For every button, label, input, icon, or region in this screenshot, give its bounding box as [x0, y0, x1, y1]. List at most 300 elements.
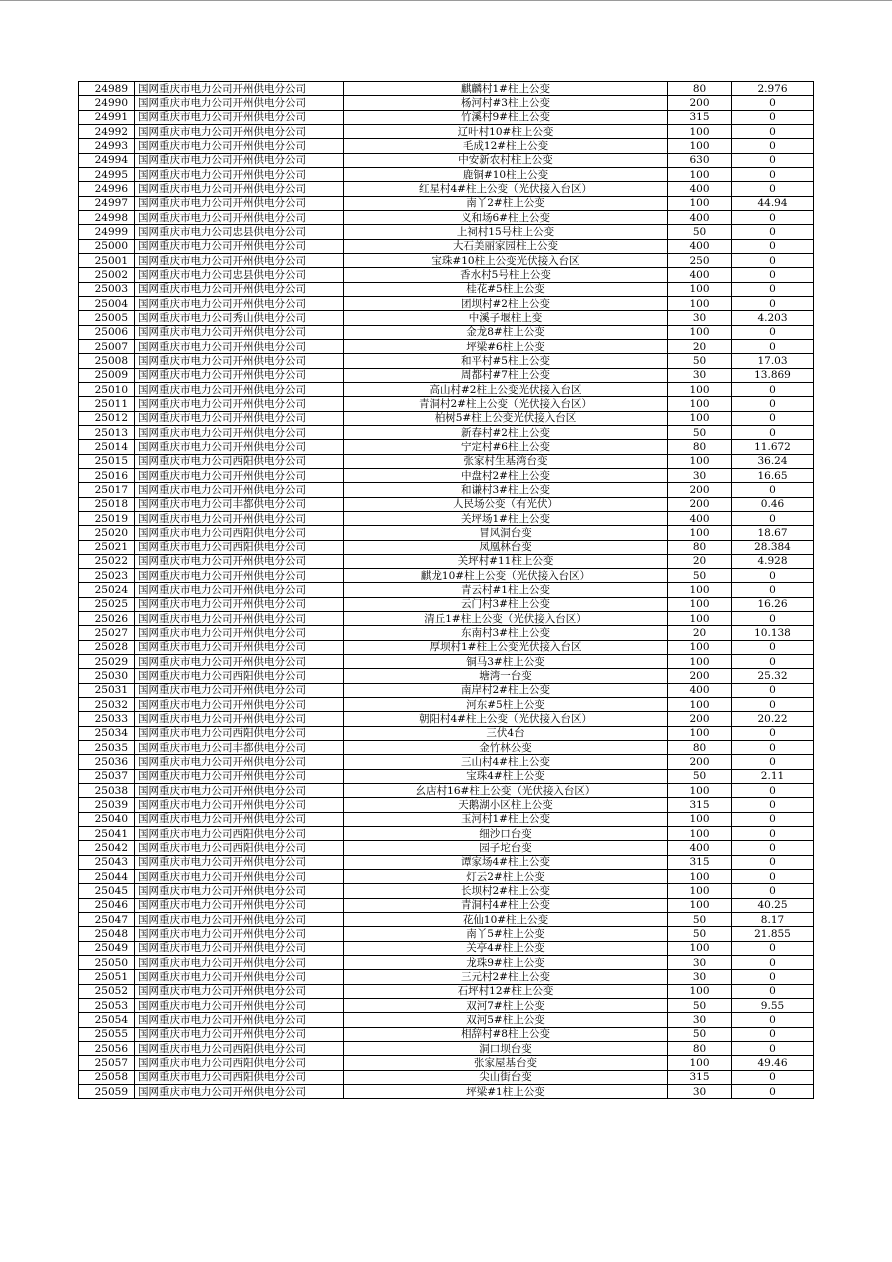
value-cell: 0: [732, 282, 814, 296]
company-cell: 国网重庆市电力公司开州供电分公司: [135, 1027, 344, 1041]
record-id-cell: 24995: [79, 167, 135, 181]
value-cell: 16.65: [732, 468, 814, 482]
transformer-name-cell: 宁定村#6柱上公变: [344, 440, 668, 454]
record-id-cell: 25051: [79, 970, 135, 984]
capacity-cell: 315: [668, 798, 732, 812]
company-cell: 国网重庆市电力公司开州供电分公司: [135, 583, 344, 597]
record-id-cell: 25013: [79, 425, 135, 439]
table-row: [79, 483, 814, 497]
table-row: [79, 956, 814, 970]
value-cell: 0: [732, 698, 814, 712]
table-row: [79, 784, 814, 798]
record-id-cell: 25038: [79, 784, 135, 798]
table-row: [79, 597, 814, 611]
record-id-cell: 25027: [79, 626, 135, 640]
value-cell: 18.67: [732, 526, 814, 540]
capacity-cell: 400: [668, 210, 732, 224]
transformer-name-cell: 鹿铜#10柱上公变: [344, 167, 668, 181]
table-row: [79, 153, 814, 167]
company-cell: 国网重庆市电力公司开州供电分公司: [135, 96, 344, 110]
transformer-name-cell: 张家村生基湾台变: [344, 454, 668, 468]
transformer-name-cell: 上祠村15号柱上公变: [344, 225, 668, 239]
table-row: [79, 440, 814, 454]
table-row: [79, 497, 814, 511]
transformer-name-cell: 中溪子堰柱上变: [344, 311, 668, 325]
value-cell: 0: [732, 655, 814, 669]
table-row: [79, 769, 814, 783]
capacity-cell: 30: [668, 956, 732, 970]
value-cell: 20.22: [732, 712, 814, 726]
value-cell: 0: [732, 640, 814, 654]
transformer-name-cell: 宝珠#10柱上公变光伏接入台区: [344, 253, 668, 267]
value-cell: 0: [732, 741, 814, 755]
value-cell: 0: [732, 397, 814, 411]
company-cell: 国网重庆市电力公司开州供电分公司: [135, 282, 344, 296]
table-row: [79, 268, 814, 282]
company-cell: 国网重庆市电力公司开州供电分公司: [135, 82, 344, 96]
table-row: [79, 468, 814, 482]
record-id-cell: 25014: [79, 440, 135, 454]
table-row: [79, 798, 814, 812]
capacity-cell: 100: [668, 597, 732, 611]
value-cell: 4.203: [732, 311, 814, 325]
value-cell: 0: [732, 210, 814, 224]
record-id-cell: 25056: [79, 1041, 135, 1055]
record-id-cell: 25040: [79, 812, 135, 826]
value-cell: 0: [732, 124, 814, 138]
table-row: [79, 182, 814, 196]
company-cell: 国网重庆市电力公司开州供电分公司: [135, 655, 344, 669]
table-row: [79, 354, 814, 368]
transformer-name-cell: 青洞村4#柱上公变: [344, 898, 668, 912]
company-cell: 国网重庆市电力公司开州供电分公司: [135, 956, 344, 970]
company-cell: 国网重庆市电力公司开州供电分公司: [135, 970, 344, 984]
value-cell: 4.928: [732, 554, 814, 568]
capacity-cell: 100: [668, 812, 732, 826]
transformer-name-cell: 东南村3#柱上公变: [344, 626, 668, 640]
table-row: [79, 139, 814, 153]
capacity-cell: 20: [668, 626, 732, 640]
capacity-cell: 200: [668, 712, 732, 726]
capacity-cell: 100: [668, 139, 732, 153]
capacity-cell: 80: [668, 540, 732, 554]
company-cell: 国网重庆市电力公司西阳供电分公司: [135, 540, 344, 554]
company-cell: 国网重庆市电力公司开州供电分公司: [135, 196, 344, 210]
capacity-cell: 30: [668, 970, 732, 984]
record-id-cell: 25030: [79, 669, 135, 683]
company-cell: 国网重庆市电力公司开州供电分公司: [135, 855, 344, 869]
record-id-cell: 25001: [79, 253, 135, 267]
transformer-name-cell: 人民场公变（有光伏）: [344, 497, 668, 511]
company-cell: 国网重庆市电力公司开州供电分公司: [135, 769, 344, 783]
value-cell: 0: [732, 884, 814, 898]
company-cell: 国网重庆市电力公司开州供电分公司: [135, 382, 344, 396]
value-cell: 44.94: [732, 196, 814, 210]
capacity-cell: 100: [668, 382, 732, 396]
table-row: [79, 96, 814, 110]
table-row: [79, 397, 814, 411]
capacity-cell: 100: [668, 784, 732, 798]
transformer-name-cell: 大石美丽家园柱上公变: [344, 239, 668, 253]
record-id-cell: 25018: [79, 497, 135, 511]
company-cell: 国网重庆市电力公司开州供电分公司: [135, 124, 344, 138]
table-row: [79, 210, 814, 224]
company-cell: 国网重庆市电力公司开州供电分公司: [135, 941, 344, 955]
transformer-name-cell: 和平村#5柱上公变: [344, 354, 668, 368]
table-row: [79, 841, 814, 855]
value-cell: 2.11: [732, 769, 814, 783]
transformer-name-cell: 龙珠9#柱上公变: [344, 956, 668, 970]
transformer-name-cell: 凤凰林台变: [344, 540, 668, 554]
value-cell: 13.869: [732, 368, 814, 382]
table-row: [79, 698, 814, 712]
company-cell: 国网重庆市电力公司开州供电分公司: [135, 239, 344, 253]
capacity-cell: 30: [668, 468, 732, 482]
capacity-cell: 315: [668, 110, 732, 124]
value-cell: 16.26: [732, 597, 814, 611]
table-body: [79, 82, 814, 1099]
company-cell: 国网重庆市电力公司开州供电分公司: [135, 511, 344, 525]
company-cell: 国网重庆市电力公司开州供电分公司: [135, 569, 344, 583]
capacity-cell: 250: [668, 253, 732, 267]
table-row: [79, 196, 814, 210]
transformer-name-cell: 麒麟村1#柱上公变: [344, 82, 668, 96]
value-cell: 49.46: [732, 1056, 814, 1070]
company-cell: 国网重庆市电力公司开州供电分公司: [135, 612, 344, 626]
capacity-cell: 100: [668, 296, 732, 310]
value-cell: 0: [732, 984, 814, 998]
table-row: [79, 1070, 814, 1084]
table-row: [79, 368, 814, 382]
transformer-name-cell: 灯云2#柱上公变: [344, 870, 668, 884]
transformer-name-cell: 尖山街台变: [344, 1070, 668, 1084]
record-id-cell: 25017: [79, 483, 135, 497]
capacity-cell: 200: [668, 669, 732, 683]
transformer-name-cell: 朝阳村4#柱上公变（光伏接入台区）: [344, 712, 668, 726]
capacity-cell: 20: [668, 554, 732, 568]
record-id-cell: 24994: [79, 153, 135, 167]
transformer-name-cell: 南丫5#柱上公变: [344, 927, 668, 941]
company-cell: 国网重庆市电力公司开州供电分公司: [135, 1013, 344, 1027]
capacity-cell: 50: [668, 913, 732, 927]
record-id-cell: 25011: [79, 397, 135, 411]
table-row: [79, 253, 814, 267]
transformer-name-cell: 河东#5柱上公变: [344, 698, 668, 712]
table-row: [79, 812, 814, 826]
transformer-name-cell: 幺店村16#柱上公变（光伏接入台区）: [344, 784, 668, 798]
capacity-cell: 100: [668, 612, 732, 626]
value-cell: 0: [732, 683, 814, 697]
transformer-name-cell: 三山村4#柱上公变: [344, 755, 668, 769]
record-id-cell: 25024: [79, 583, 135, 597]
record-id-cell: 24998: [79, 210, 135, 224]
transformer-name-cell: 香水村5号柱上公变: [344, 268, 668, 282]
value-cell: 0: [732, 253, 814, 267]
transformer-name-cell: 谭家场4#柱上公变: [344, 855, 668, 869]
table-row: [79, 1084, 814, 1098]
table-row: [79, 855, 814, 869]
value-cell: 0: [732, 784, 814, 798]
transformer-name-cell: 园子坨台变: [344, 841, 668, 855]
table-row: [79, 984, 814, 998]
table-row: [79, 712, 814, 726]
company-cell: 国网重庆市电力公司开州供电分公司: [135, 468, 344, 482]
transformer-name-cell: 红星村4#柱上公变（光伏接入台区）: [344, 182, 668, 196]
company-cell: 国网重庆市电力公司开州供电分公司: [135, 253, 344, 267]
capacity-cell: 50: [668, 354, 732, 368]
company-cell: 国网重庆市电力公司开州供电分公司: [135, 411, 344, 425]
value-cell: 0: [732, 569, 814, 583]
record-id-cell: 25012: [79, 411, 135, 425]
value-cell: 0: [732, 268, 814, 282]
transformer-name-cell: 关坪场1#柱上公变: [344, 511, 668, 525]
value-cell: 0: [732, 511, 814, 525]
value-cell: 0: [732, 296, 814, 310]
capacity-cell: 200: [668, 497, 732, 511]
value-cell: 0: [732, 325, 814, 339]
capacity-cell: 30: [668, 1084, 732, 1098]
transformer-name-cell: 青云村#1柱上公变: [344, 583, 668, 597]
record-id-cell: 25021: [79, 540, 135, 554]
transformer-name-cell: 中盘村2#柱上公变: [344, 468, 668, 482]
table-row: [79, 927, 814, 941]
table-row: [79, 311, 814, 325]
company-cell: 国网重庆市电力公司西阳供电分公司: [135, 454, 344, 468]
value-cell: 25.32: [732, 669, 814, 683]
capacity-cell: 100: [668, 325, 732, 339]
company-cell: 国网重庆市电力公司西阳供电分公司: [135, 726, 344, 740]
company-cell: 国网重庆市电力公司开州供电分公司: [135, 153, 344, 167]
record-id-cell: 24999: [79, 225, 135, 239]
value-cell: 9.55: [732, 999, 814, 1013]
transformer-name-cell: 细沙口台变: [344, 827, 668, 841]
record-id-cell: 25037: [79, 769, 135, 783]
value-cell: 0: [732, 612, 814, 626]
table-row: [79, 898, 814, 912]
capacity-cell: 100: [668, 397, 732, 411]
capacity-cell: 200: [668, 483, 732, 497]
record-id-cell: 25042: [79, 841, 135, 855]
value-cell: 0: [732, 798, 814, 812]
record-id-cell: 25029: [79, 655, 135, 669]
table-row: [79, 1056, 814, 1070]
transformer-name-cell: 花仙10#柱上公变: [344, 913, 668, 927]
transformer-name-cell: 柏树5#柱上公变光伏接入台区: [344, 411, 668, 425]
capacity-cell: 100: [668, 124, 732, 138]
company-cell: 国网重庆市电力公司开州供电分公司: [135, 339, 344, 353]
table-row: [79, 683, 814, 697]
table-row: [79, 526, 814, 540]
table-row: [79, 82, 814, 96]
value-cell: 0: [732, 941, 814, 955]
value-cell: 0: [732, 855, 814, 869]
transformer-name-cell: 金竹林公变: [344, 741, 668, 755]
value-cell: 36.24: [732, 454, 814, 468]
company-cell: 国网重庆市电力公司开州供电分公司: [135, 397, 344, 411]
value-cell: 0: [732, 1041, 814, 1055]
transformer-name-cell: 南岸村2#柱上公变: [344, 683, 668, 697]
capacity-cell: 400: [668, 683, 732, 697]
table-row: [79, 884, 814, 898]
record-id-cell: 25028: [79, 640, 135, 654]
value-cell: 0: [732, 483, 814, 497]
company-cell: 国网重庆市电力公司开州供电分公司: [135, 913, 344, 927]
table-row: [79, 669, 814, 683]
record-id-cell: 25031: [79, 683, 135, 697]
record-id-cell: 24997: [79, 196, 135, 210]
capacity-cell: 100: [668, 884, 732, 898]
company-cell: 国网重庆市电力公司开州供电分公司: [135, 167, 344, 181]
record-id-cell: 25022: [79, 554, 135, 568]
capacity-cell: 100: [668, 411, 732, 425]
transformer-name-cell: 张家屋基台变: [344, 1056, 668, 1070]
transformer-name-cell: 塘湾一台变: [344, 669, 668, 683]
capacity-cell: 50: [668, 569, 732, 583]
capacity-cell: 20: [668, 339, 732, 353]
company-cell: 国网重庆市电力公司开州供电分公司: [135, 296, 344, 310]
record-id-cell: 25007: [79, 339, 135, 353]
record-id-cell: 25053: [79, 999, 135, 1013]
company-cell: 国网重庆市电力公司开州供电分公司: [135, 210, 344, 224]
capacity-cell: 100: [668, 196, 732, 210]
transformer-name-cell: 中安新农村柱上公变: [344, 153, 668, 167]
table-row: [79, 325, 814, 339]
company-cell: 国网重庆市电力公司西阳供电分公司: [135, 669, 344, 683]
record-id-cell: 25045: [79, 884, 135, 898]
table-row: [79, 554, 814, 568]
capacity-cell: 200: [668, 755, 732, 769]
table-row: [79, 167, 814, 181]
value-cell: 0: [732, 583, 814, 597]
company-cell: 国网重庆市电力公司开州供电分公司: [135, 483, 344, 497]
capacity-cell: 50: [668, 225, 732, 239]
value-cell: 0.46: [732, 497, 814, 511]
record-id-cell: 25025: [79, 597, 135, 611]
record-id-cell: 24989: [79, 82, 135, 96]
capacity-cell: 50: [668, 927, 732, 941]
capacity-cell: 100: [668, 870, 732, 884]
transformer-name-cell: 坪梁#6柱上公变: [344, 339, 668, 353]
value-cell: 0: [732, 110, 814, 124]
value-cell: 0: [732, 956, 814, 970]
company-cell: 国网重庆市电力公司开州供电分公司: [135, 354, 344, 368]
transformer-name-cell: 玉河村1#柱上公变: [344, 812, 668, 826]
company-cell: 国网重庆市电力公司开州供电分公司: [135, 640, 344, 654]
table-row: [79, 941, 814, 955]
table-row: [79, 339, 814, 353]
record-id-cell: 25020: [79, 526, 135, 540]
transformer-name-cell: 辽叶村10#柱上公变: [344, 124, 668, 138]
value-cell: 0: [732, 96, 814, 110]
transformer-name-cell: 关亭4#柱上公变: [344, 941, 668, 955]
capacity-cell: 100: [668, 282, 732, 296]
value-cell: 0: [732, 726, 814, 740]
capacity-cell: 400: [668, 841, 732, 855]
record-id-cell: 25059: [79, 1084, 135, 1098]
capacity-cell: 315: [668, 855, 732, 869]
company-cell: 国网重庆市电力公司西阳供电分公司: [135, 841, 344, 855]
capacity-cell: 50: [668, 769, 732, 783]
table-row: [79, 382, 814, 396]
record-id-cell: 25015: [79, 454, 135, 468]
value-cell: 0: [732, 167, 814, 181]
transformer-name-cell: 清丘1#柱上公变（光伏接入台区）: [344, 612, 668, 626]
table-row: [79, 239, 814, 253]
capacity-cell: 80: [668, 440, 732, 454]
company-cell: 国网重庆市电力公司开州供电分公司: [135, 884, 344, 898]
value-cell: 2.976: [732, 82, 814, 96]
company-cell: 国网重庆市电力公司开州供电分公司: [135, 626, 344, 640]
transformer-name-cell: 双河5#柱上公变: [344, 1013, 668, 1027]
value-cell: 0: [732, 1070, 814, 1084]
table-row: [79, 425, 814, 439]
table-row: [79, 110, 814, 124]
capacity-cell: 100: [668, 941, 732, 955]
company-cell: 国网重庆市电力公司西阳供电分公司: [135, 1070, 344, 1084]
record-id-cell: 25000: [79, 239, 135, 253]
record-id-cell: 25046: [79, 898, 135, 912]
transformer-name-cell: 金龙8#柱上公变: [344, 325, 668, 339]
capacity-cell: 100: [668, 583, 732, 597]
value-cell: 0: [732, 182, 814, 196]
company-cell: 国网重庆市电力公司开州供电分公司: [135, 984, 344, 998]
table-row: [79, 296, 814, 310]
value-cell: 0: [732, 1013, 814, 1027]
record-id-cell: 25019: [79, 511, 135, 525]
transformer-name-cell: 桂花#5柱上公变: [344, 282, 668, 296]
capacity-cell: 80: [668, 741, 732, 755]
record-id-cell: 25009: [79, 368, 135, 382]
table-row: [79, 726, 814, 740]
value-cell: 0: [732, 827, 814, 841]
capacity-cell: 30: [668, 311, 732, 325]
company-cell: 国网重庆市电力公司开州供电分公司: [135, 440, 344, 454]
record-id-cell: 25043: [79, 855, 135, 869]
company-cell: 国网重庆市电力公司开州供电分公司: [135, 368, 344, 382]
company-cell: 国网重庆市电力公司丰都供电分公司: [135, 497, 344, 511]
transformer-name-cell: 三伏4台: [344, 726, 668, 740]
transformer-name-cell: 冒风洞台变: [344, 526, 668, 540]
company-cell: 国网重庆市电力公司开州供电分公司: [135, 425, 344, 439]
value-cell: 17.03: [732, 354, 814, 368]
value-cell: 11.672: [732, 440, 814, 454]
value-cell: 0: [732, 1084, 814, 1098]
value-cell: 0: [732, 870, 814, 884]
capacity-cell: 400: [668, 182, 732, 196]
record-id-cell: 24991: [79, 110, 135, 124]
value-cell: 8.17: [732, 913, 814, 927]
record-id-cell: 25054: [79, 1013, 135, 1027]
company-cell: 国网重庆市电力公司开州供电分公司: [135, 812, 344, 826]
transformer-name-cell: 厚坝村1#柱上公变光伏接入台区: [344, 640, 668, 654]
capacity-cell: 100: [668, 726, 732, 740]
company-cell: 国网重庆市电力公司开州供电分公司: [135, 870, 344, 884]
company-cell: 国网重庆市电力公司开州供电分公司: [135, 898, 344, 912]
record-id-cell: 25036: [79, 755, 135, 769]
table-row: [79, 225, 814, 239]
record-id-cell: 25023: [79, 569, 135, 583]
table-row: [79, 827, 814, 841]
table-row: [79, 124, 814, 138]
company-cell: 国网重庆市电力公司开州供电分公司: [135, 999, 344, 1013]
transformer-name-cell: 麒龙10#柱上公变（光伏接入台区）: [344, 569, 668, 583]
record-id-cell: 25016: [79, 468, 135, 482]
capacity-cell: 50: [668, 425, 732, 439]
record-id-cell: 25006: [79, 325, 135, 339]
transformer-name-cell: 竹溪村9#柱上公变: [344, 110, 668, 124]
table-row: [79, 411, 814, 425]
capacity-cell: 50: [668, 1027, 732, 1041]
